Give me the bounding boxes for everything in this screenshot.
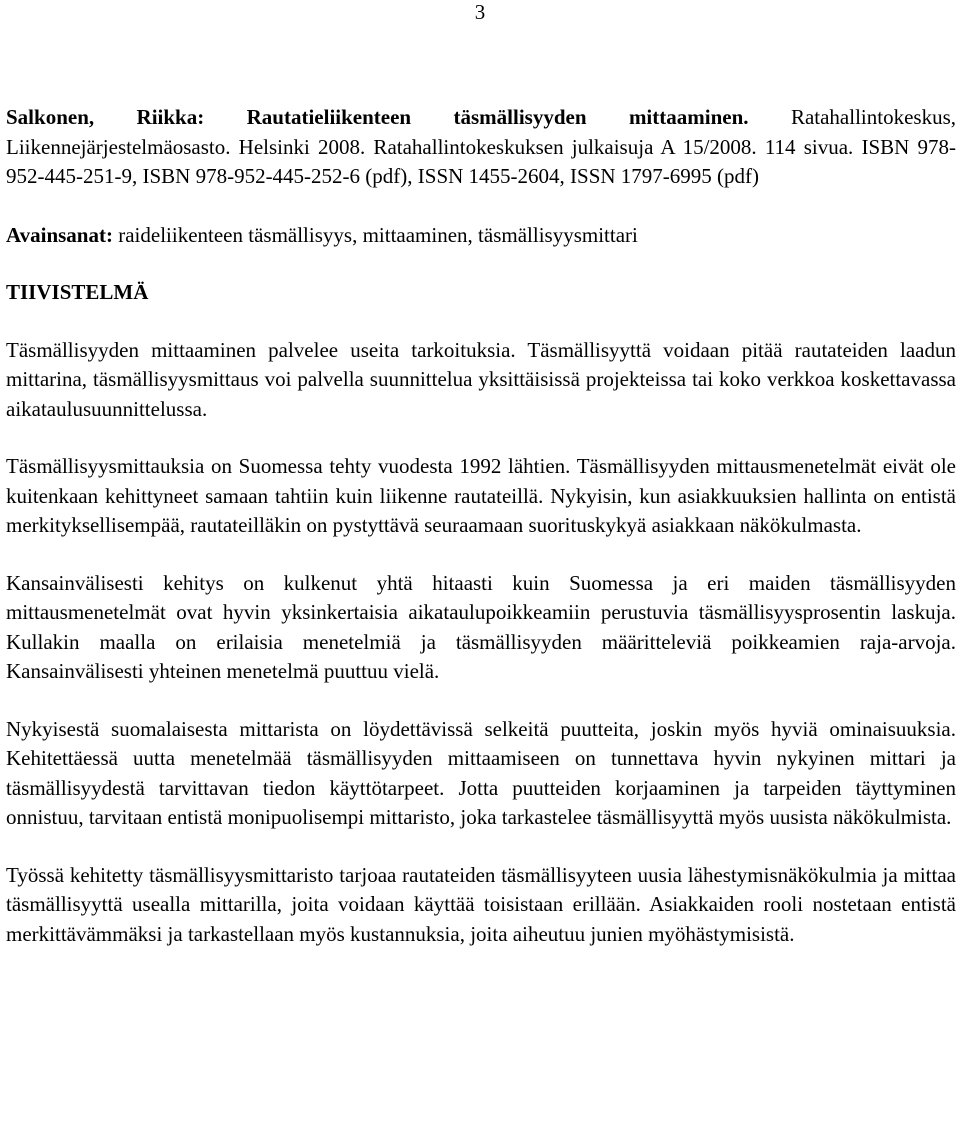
- summary-paragraph-2: Täsmällisyysmittauksia on Suomessa tehty vuodesta 1992 lähtien. Täsmällisyyden mittausmenetelmät eivät ole kuitenkaan kehittyneet samaan tahtiin kuin liikenne rautateillä. Nykyisin, kun asiakkuuksien hallinta on entistä merkityksellisempää, rautateilläkin on pystyttävä seuraamaan suorituskykyä asiakkaan näkökulmasta.: [6, 454, 956, 537]
- keywords: [6, 221, 956, 251]
- keywords-text: raideliikenteen täsmällisyys, mittaaminen, täsmällisyysmittari: [118, 222, 638, 247]
- summary-paragraph-4: Nykyisestä suomalaisesta mittarista on löydettävissä selkeitä puutteita, joskin myös hyviä ominaisuuksia. Kehitettäessä uutta menetelmää täsmällisyyden mittaamiseen on tunnettava hyvin nykyinen mittari ja täsmällisyydestä tarvittavan tiedon käyttötarpeet. Jotta puutteiden korjaaminen ja tarpeiden täyttyminen onnistuu, tarvitaan entistä monipuolisempi mittaristo, joka tarkastelee täsmällisyyttä myös uusista näkökulmista.: [6, 716, 956, 829]
- summary-paragraph-5: Työssä kehitetty täsmällisyysmittaristo tarjoaa rautateiden täsmällisyyteen uusia lähestymisnäkökulmia ja mittaa täsmällisyyttä usealla mittarilla, joita voidaan käyttää toisistaan erillään. Asiakkaiden rooli nostetaan entistä merkittävämmäksi ja tarkastellaan myös kustannuksia, joita aiheutuu junien myöhästymisistä.: [6, 862, 956, 946]
- summary-paragraph-1: Täsmällisyyden mittaaminen palvelee useita tarkoituksia. Täsmällisyyttä voidaan pitää rautateiden laadun mittarina, täsmällisyysmittaus voi palvella suunnittelua yksittäisissä projekteissa tai koko verkkoa koskettavassa aikataulusuunnittelussa.: [6, 337, 956, 421]
- citation-author-title: Salkonen, Riikka: Rautatieliikenteen täsmällisyyden mittaaminen.: [6, 105, 749, 129]
- document-body: [6, 103, 956, 977]
- summary-heading: TIIVISTELMÄ: [6, 280, 149, 304]
- keywords-label: Avainsanat:: [6, 222, 113, 247]
- page-number: 3: [474, 0, 486, 24]
- citation: [6, 103, 956, 192]
- citation-details: Ratahallintokeskus, Liikennejärjestelmäosasto. Helsinki 2008. Ratahallintokeskuksen julkaisuja A 15/2008. 114 sivua. ISBN 978-952-445-251-9, ISBN 978-952-445-252-6 (pdf), ISSN 1455-2604, ISSN 1797-6995 (pdf): [6, 105, 956, 188]
- summary-paragraph-3: Kansainvälisesti kehitys on kulkenut yhtä hitaasti kuin Suomessa ja eri maiden täsmällisyyden mittausmenetelmät ovat hyvin yksinkertaisia aikataulupoikkeamiin perustuvia täsmällisyysprosentin laskuja. Kullakin maalla on erilaisia menetelmiä ja täsmällisyyden määritteleviä poikkeamien raja-arvoja. Kansainvälisesti yhteinen menetelmä puuttuu vielä.: [6, 570, 956, 683]
